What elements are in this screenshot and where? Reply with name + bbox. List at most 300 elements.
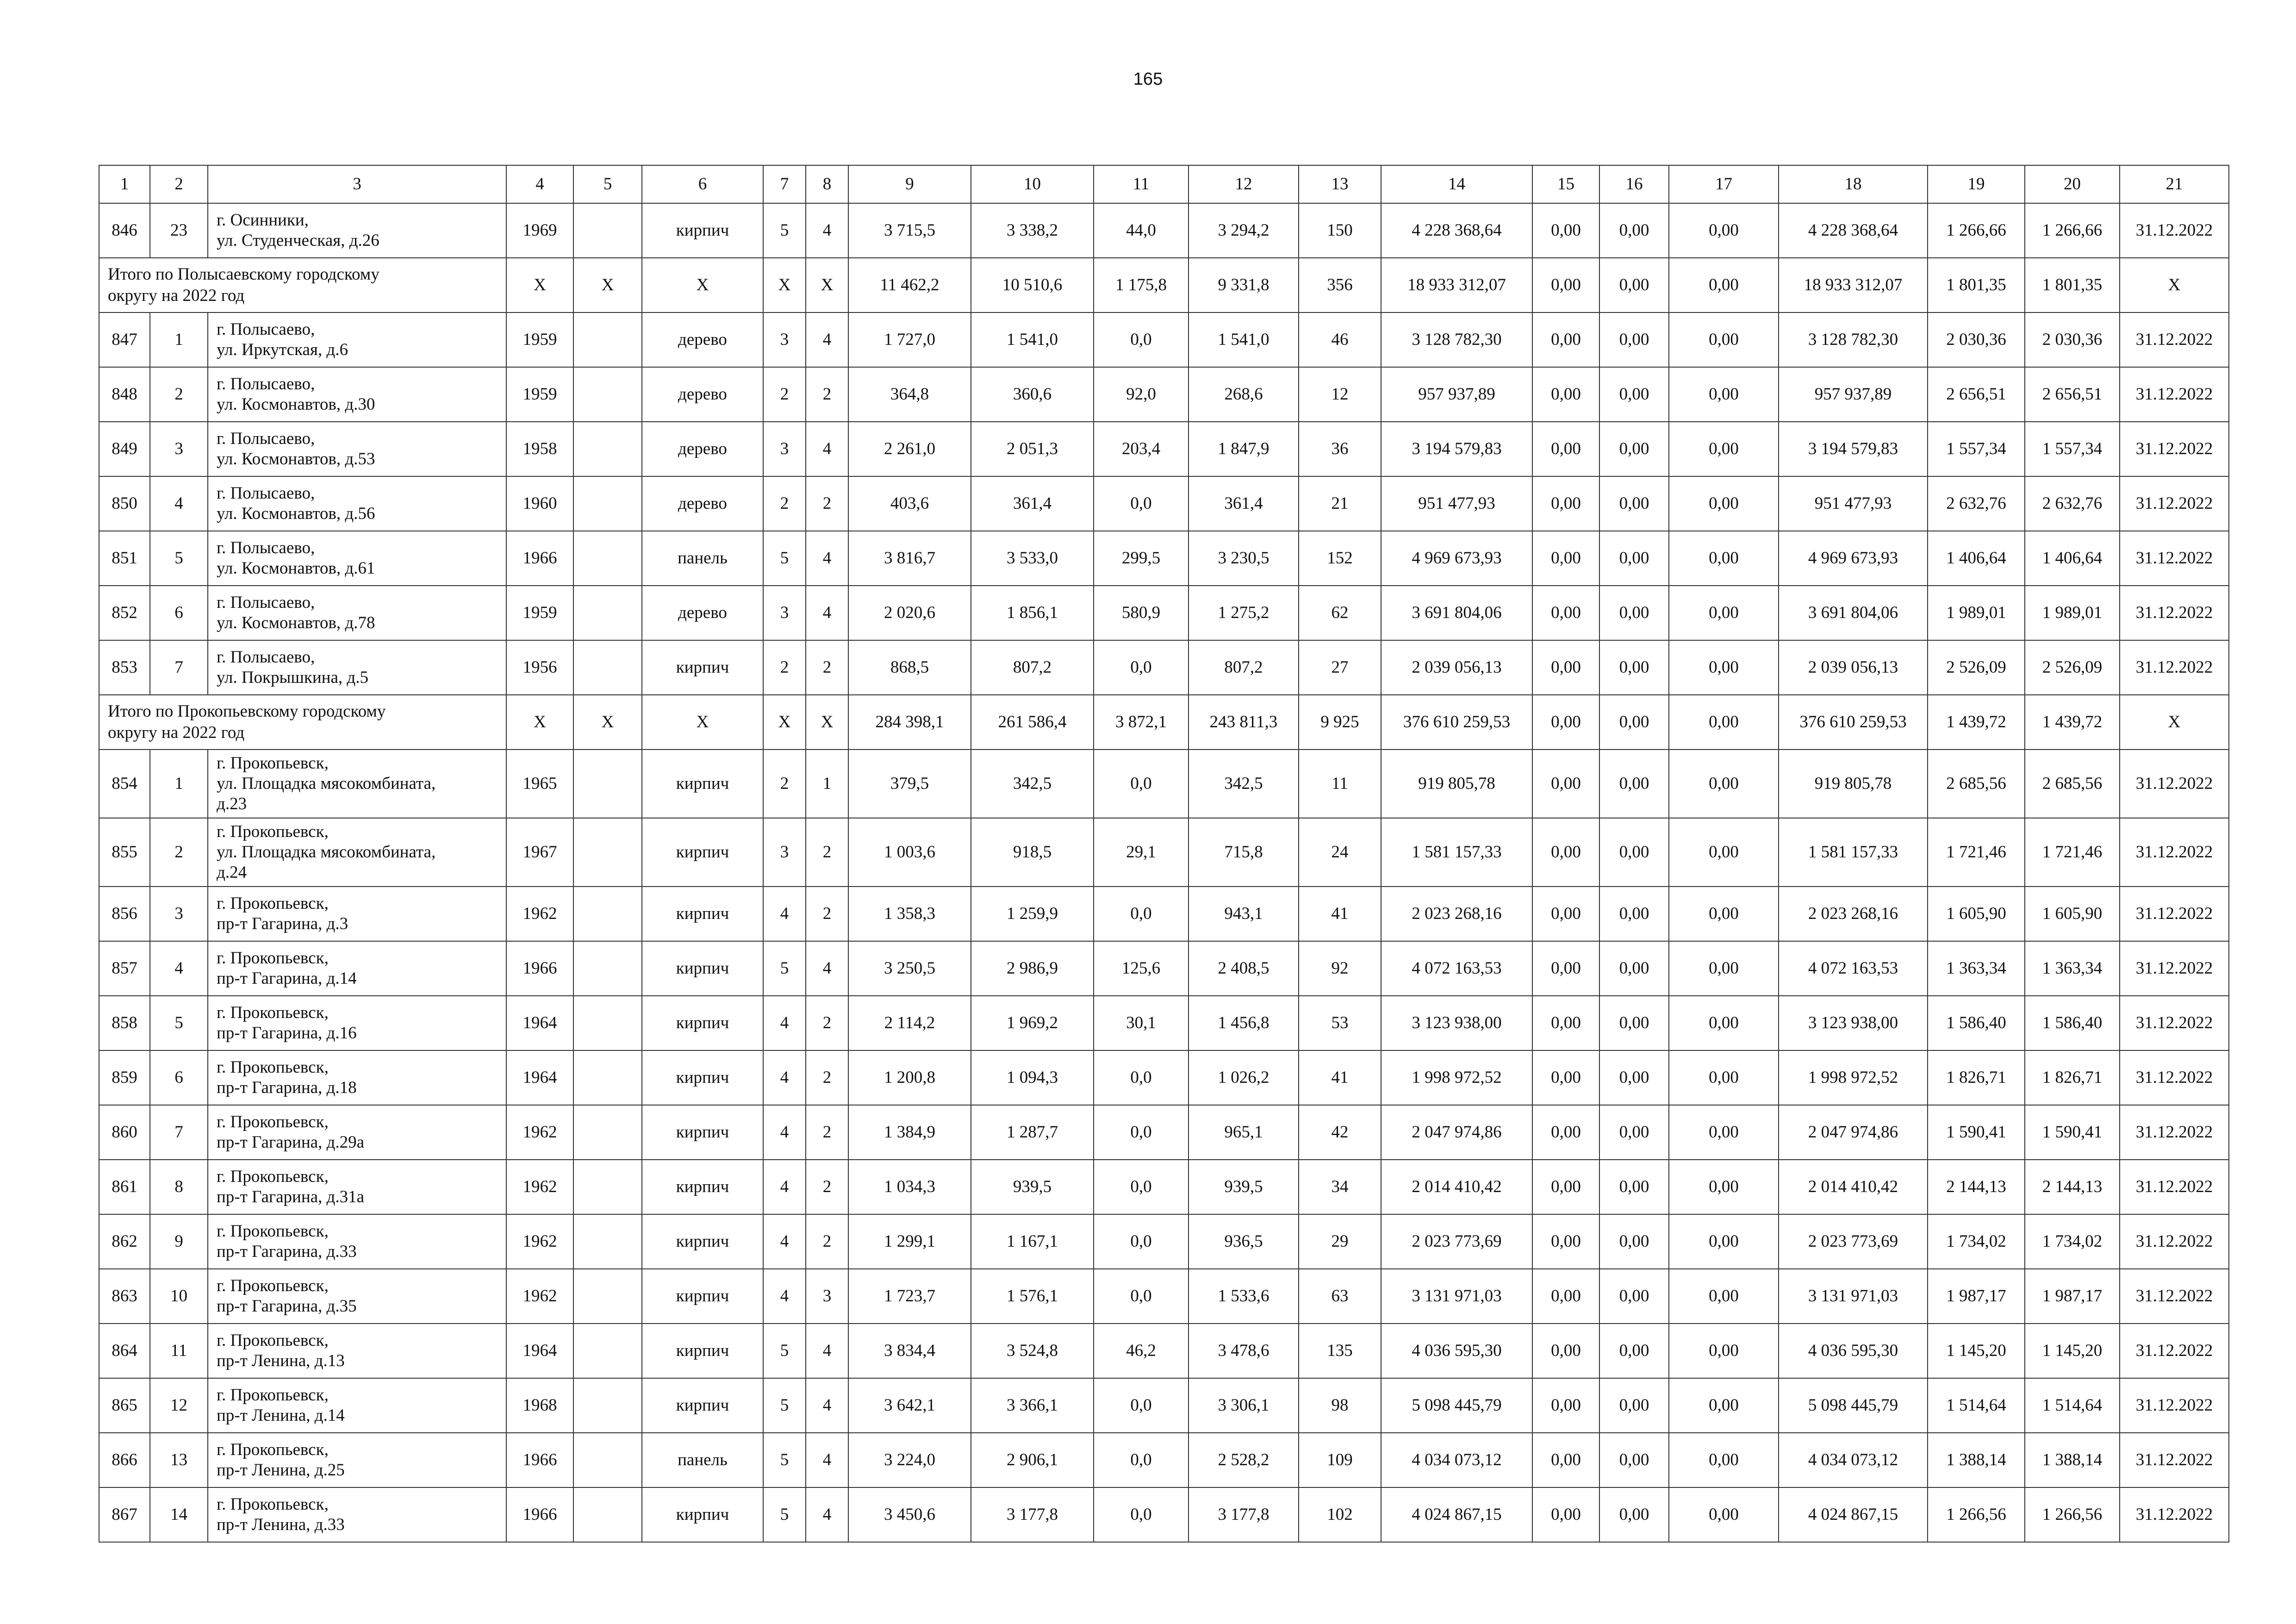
address-cell [208, 996, 506, 1050]
material-cell: кирпич [642, 1487, 763, 1542]
cell-line: Итого по Прокопьевскому городскому [108, 702, 386, 721]
table-row [99, 1269, 2229, 1324]
col17-cell: 0,00 [1669, 1433, 1779, 1487]
column-number: 18 [1779, 165, 1928, 203]
year-cell: 1956 [506, 640, 573, 695]
cell-line: округу на 2022 год [108, 723, 245, 742]
col17-cell: 0,00 [1669, 640, 1779, 695]
col17-cell: 0,00 [1669, 887, 1779, 941]
cell-line: г. Полысаево, [217, 429, 315, 448]
cell-line: д.24 [217, 863, 247, 882]
col17-cell: 0,00 [1669, 750, 1779, 818]
col12-cell: 243 811,3 [1188, 695, 1299, 750]
cell-line: ул. Космонавтов, д.78 [217, 613, 375, 632]
year-cell: X [506, 695, 573, 750]
col11-cell: 0,0 [1094, 640, 1188, 695]
col13-cell: 9 925 [1299, 695, 1381, 750]
col18-cell: 5 098 445,79 [1779, 1378, 1928, 1433]
row-number: 866 [99, 1433, 150, 1487]
col11-cell: 0,0 [1094, 1378, 1188, 1433]
cell-line: г. Прокопьевск, [217, 1222, 329, 1241]
col21-cell: 31.12.2022 [2120, 1214, 2229, 1269]
col11-cell: 0,0 [1094, 1160, 1188, 1214]
row-number: 852 [99, 586, 150, 640]
year-cell: 1968 [506, 1378, 573, 1433]
col9-cell: 3 642,1 [848, 1378, 971, 1433]
column-number: 9 [848, 165, 971, 203]
col5-cell [573, 750, 642, 818]
col9-cell: 1 384,9 [848, 1105, 971, 1160]
col20-cell: 1 363,34 [2025, 941, 2120, 996]
col18-cell: 1 998 972,52 [1779, 1050, 1928, 1105]
col5-cell [573, 422, 642, 476]
col21-cell: 31.12.2022 [2120, 1324, 2229, 1378]
col15-cell: 0,00 [1532, 1214, 1599, 1269]
col21-cell: 31.12.2022 [2120, 1050, 2229, 1105]
col17-cell: 0,00 [1669, 996, 1779, 1050]
cell-line: Итого по Полысаевскому городскому [108, 265, 380, 284]
year-cell: 1966 [506, 1487, 573, 1542]
col10-cell: 261 586,4 [971, 695, 1094, 750]
col14-cell: 3 691 804,06 [1381, 586, 1532, 640]
col21-cell: 31.12.2022 [2120, 203, 2229, 258]
col21-cell: 31.12.2022 [2120, 531, 2229, 586]
column-number: 21 [2120, 165, 2229, 203]
col10-cell: 1 856,1 [971, 586, 1094, 640]
row-number: 858 [99, 996, 150, 1050]
col14-cell: 5 098 445,79 [1381, 1378, 1532, 1433]
year-cell: X [506, 258, 573, 312]
year-cell: 1962 [506, 1105, 573, 1160]
address-cell [208, 367, 506, 422]
col5-cell [573, 1433, 642, 1487]
col10-cell: 342,5 [971, 750, 1094, 818]
table-row [99, 367, 2229, 422]
col17-cell: 0,00 [1669, 476, 1779, 531]
col20-cell: 2 656,51 [2025, 367, 2120, 422]
floors-cell: 4 [763, 1269, 806, 1324]
table-row [99, 750, 2229, 818]
col16-cell: 0,00 [1599, 1378, 1669, 1433]
col9-cell: 403,6 [848, 476, 971, 531]
col14-cell: 951 477,93 [1381, 476, 1532, 531]
col13-cell: 42 [1299, 1105, 1381, 1160]
col21-cell: 31.12.2022 [2120, 1487, 2229, 1542]
col5-cell [573, 1378, 642, 1433]
col16-cell: 0,00 [1599, 887, 1669, 941]
col21-cell: 31.12.2022 [2120, 1433, 2229, 1487]
address-cell [208, 476, 506, 531]
col20-cell: 1 989,01 [2025, 586, 2120, 640]
col11-cell: 44,0 [1094, 203, 1188, 258]
col19-cell: 1 388,14 [1928, 1433, 2025, 1487]
col13-cell: 41 [1299, 1050, 1381, 1105]
col14-cell: 2 039 056,13 [1381, 640, 1532, 695]
col16-cell: 0,00 [1599, 640, 1669, 695]
housing-registry-table [99, 165, 2229, 1543]
col16-cell: 0,00 [1599, 1487, 1669, 1542]
floors-cell: 3 [763, 586, 806, 640]
local-number: 13 [150, 1433, 208, 1487]
col14-cell: 4 969 673,93 [1381, 531, 1532, 586]
col10-cell: 3 177,8 [971, 1487, 1094, 1542]
column-number: 15 [1532, 165, 1599, 203]
col20-cell: 1 826,71 [2025, 1050, 2120, 1105]
col16-cell: 0,00 [1599, 1433, 1669, 1487]
col14-cell: 1 581 157,33 [1381, 818, 1532, 887]
col13-cell: 29 [1299, 1214, 1381, 1269]
floors-cell: 2 [763, 476, 806, 531]
column-number: 5 [573, 165, 642, 203]
cell-line: ул. Студенческая, д.26 [217, 231, 380, 250]
local-number: 9 [150, 1214, 208, 1269]
local-number: 2 [150, 367, 208, 422]
material-cell: X [642, 695, 763, 750]
year-cell: 1969 [506, 203, 573, 258]
col5-cell [573, 1324, 642, 1378]
cell-line: г. Прокопьевск, [217, 1495, 329, 1514]
col13-cell: 46 [1299, 312, 1381, 367]
col14-cell: 4 034 073,12 [1381, 1433, 1532, 1487]
col19-cell: 1 363,34 [1928, 941, 2025, 996]
col12-cell: 965,1 [1188, 1105, 1299, 1160]
col17-cell: 0,00 [1669, 1324, 1779, 1378]
col20-cell: 2 030,36 [2025, 312, 2120, 367]
col5-cell [573, 1160, 642, 1214]
col11-cell: 0,0 [1094, 1487, 1188, 1542]
col9-cell: 1 034,3 [848, 1160, 971, 1214]
col14-cell: 3 131 971,03 [1381, 1269, 1532, 1324]
col5-cell [573, 1050, 642, 1105]
col16-cell: 0,00 [1599, 586, 1669, 640]
entrances-cell: 2 [806, 476, 848, 531]
col17-cell: 0,00 [1669, 586, 1779, 640]
col21-cell: 31.12.2022 [2120, 367, 2229, 422]
col14-cell: 2 023 268,16 [1381, 887, 1532, 941]
col19-cell: 1 266,56 [1928, 1487, 2025, 1542]
entrances-cell: 2 [806, 1214, 848, 1269]
year-cell: 1959 [506, 367, 573, 422]
table-row [99, 941, 2229, 996]
local-number: 23 [150, 203, 208, 258]
col11-cell: 0,0 [1094, 1269, 1188, 1324]
col12-cell: 2 408,5 [1188, 941, 1299, 996]
row-number: 861 [99, 1160, 150, 1214]
table-row [99, 640, 2229, 695]
col11-cell: 0,0 [1094, 476, 1188, 531]
col11-cell: 1 175,8 [1094, 258, 1188, 312]
col18-cell: 1 581 157,33 [1779, 818, 1928, 887]
col9-cell: 2 114,2 [848, 996, 971, 1050]
col16-cell: 0,00 [1599, 312, 1669, 367]
address-cell [208, 1050, 506, 1105]
col13-cell: 109 [1299, 1433, 1381, 1487]
col12-cell: 1 533,6 [1188, 1269, 1299, 1324]
col15-cell: 0,00 [1532, 367, 1599, 422]
col5-cell: X [573, 695, 642, 750]
year-cell: 1964 [506, 1324, 573, 1378]
col10-cell: 3 338,2 [971, 203, 1094, 258]
year-cell: 1966 [506, 531, 573, 586]
table-row [99, 887, 2229, 941]
floors-cell: 4 [763, 1214, 806, 1269]
local-number: 6 [150, 586, 208, 640]
local-number: 4 [150, 476, 208, 531]
cell-line: г. Прокопьевск, [217, 1112, 329, 1131]
col15-cell: 0,00 [1532, 1324, 1599, 1378]
cell-line: г. Прокопьевск, [217, 1058, 329, 1077]
col10-cell: 1 541,0 [971, 312, 1094, 367]
col9-cell: 379,5 [848, 750, 971, 818]
col15-cell: 0,00 [1532, 203, 1599, 258]
col11-cell: 92,0 [1094, 367, 1188, 422]
material-cell: кирпич [642, 1378, 763, 1433]
col20-cell: 2 526,09 [2025, 640, 2120, 695]
col18-cell: 2 014 410,42 [1779, 1160, 1928, 1214]
col9-cell: 284 398,1 [848, 695, 971, 750]
col10-cell: 1 094,3 [971, 1050, 1094, 1105]
col17-cell: 0,00 [1669, 1487, 1779, 1542]
entrances-cell: 4 [806, 1378, 848, 1433]
col13-cell: 11 [1299, 750, 1381, 818]
cell-line: ул. Площадка мясокомбината, [217, 774, 436, 793]
cell-line: округу на 2022 год [108, 286, 245, 305]
col11-cell: 580,9 [1094, 586, 1188, 640]
material-cell: дерево [642, 367, 763, 422]
col17-cell: 0,00 [1669, 1105, 1779, 1160]
floors-cell: 2 [763, 640, 806, 695]
col11-cell: 0,0 [1094, 750, 1188, 818]
col15-cell: 0,00 [1532, 750, 1599, 818]
row-number: 864 [99, 1324, 150, 1378]
page-number: 165 [1133, 69, 1163, 89]
col9-cell: 1 727,0 [848, 312, 971, 367]
col13-cell: 152 [1299, 531, 1381, 586]
col19-cell: 1 406,64 [1928, 531, 2025, 586]
col21-cell: 31.12.2022 [2120, 1160, 2229, 1214]
col11-cell: 0,0 [1094, 887, 1188, 941]
col13-cell: 36 [1299, 422, 1381, 476]
col5-cell: X [573, 258, 642, 312]
col12-cell: 3 177,8 [1188, 1487, 1299, 1542]
col12-cell: 342,5 [1188, 750, 1299, 818]
col10-cell: 10 510,6 [971, 258, 1094, 312]
col20-cell: 1 266,56 [2025, 1487, 2120, 1542]
material-cell: панель [642, 531, 763, 586]
column-number: 16 [1599, 165, 1669, 203]
address-cell [208, 586, 506, 640]
col20-cell: 1 590,41 [2025, 1105, 2120, 1160]
col10-cell: 2 906,1 [971, 1433, 1094, 1487]
cell-line: ул. Покрышкина, д.5 [217, 668, 368, 687]
material-cell: кирпич [642, 1160, 763, 1214]
floors-cell: 5 [763, 941, 806, 996]
col19-cell: 1 145,20 [1928, 1324, 2025, 1378]
col12-cell: 1 026,2 [1188, 1050, 1299, 1105]
col20-cell: 1 586,40 [2025, 996, 2120, 1050]
row-number: 863 [99, 1269, 150, 1324]
col12-cell: 3 306,1 [1188, 1378, 1299, 1433]
subtotal-row [99, 695, 2229, 750]
cell-line: г. Прокопьевск, [217, 822, 329, 841]
material-cell: кирпич [642, 1050, 763, 1105]
material-cell: кирпич [642, 818, 763, 887]
col9-cell: 1 003,6 [848, 818, 971, 887]
col14-cell: 3 194 579,83 [1381, 422, 1532, 476]
col15-cell: 0,00 [1532, 531, 1599, 586]
col18-cell: 951 477,93 [1779, 476, 1928, 531]
col11-cell: 0,0 [1094, 1433, 1188, 1487]
cell-line: пр-т Гагарина, д.16 [217, 1024, 357, 1043]
table-row [99, 996, 2229, 1050]
column-number: 6 [642, 165, 763, 203]
col10-cell: 360,6 [971, 367, 1094, 422]
entrances-cell: 2 [806, 1050, 848, 1105]
col10-cell: 3 366,1 [971, 1378, 1094, 1433]
col18-cell: 2 023 268,16 [1779, 887, 1928, 941]
col18-cell: 4 024 867,15 [1779, 1487, 1928, 1542]
col12-cell: 1 541,0 [1188, 312, 1299, 367]
floors-cell: X [763, 695, 806, 750]
col10-cell: 1 576,1 [971, 1269, 1094, 1324]
col15-cell: 0,00 [1532, 996, 1599, 1050]
table-row [99, 1160, 2229, 1214]
cell-line: г. Прокопьевск, [217, 949, 329, 968]
col11-cell: 30,1 [1094, 996, 1188, 1050]
col10-cell: 1 259,9 [971, 887, 1094, 941]
col21-cell: 31.12.2022 [2120, 312, 2229, 367]
col19-cell: 1 734,02 [1928, 1214, 2025, 1269]
col21-cell: 31.12.2022 [2120, 1378, 2229, 1433]
col19-cell: 1 801,35 [1928, 258, 2025, 312]
col13-cell: 41 [1299, 887, 1381, 941]
col16-cell: 0,00 [1599, 996, 1669, 1050]
entrances-cell: 2 [806, 996, 848, 1050]
year-cell: 1959 [506, 586, 573, 640]
col13-cell: 102 [1299, 1487, 1381, 1542]
table-row [99, 586, 2229, 640]
col12-cell: 715,8 [1188, 818, 1299, 887]
cell-line: г. Прокопьевск, [217, 1003, 329, 1022]
material-cell: дерево [642, 312, 763, 367]
row-number: 859 [99, 1050, 150, 1105]
col10-cell: 3 524,8 [971, 1324, 1094, 1378]
material-cell: кирпич [642, 1214, 763, 1269]
col10-cell: 2 986,9 [971, 941, 1094, 996]
col5-cell [573, 203, 642, 258]
local-number: 4 [150, 941, 208, 996]
col18-cell: 4 072 163,53 [1779, 941, 1928, 996]
col16-cell: 0,00 [1599, 1324, 1669, 1378]
col16-cell: 0,00 [1599, 750, 1669, 818]
col19-cell: 1 266,66 [1928, 203, 2025, 258]
col16-cell: 0,00 [1599, 1214, 1669, 1269]
material-cell: панель [642, 1433, 763, 1487]
row-number: 848 [99, 367, 150, 422]
entrances-cell: 4 [806, 1433, 848, 1487]
address-cell [208, 1160, 506, 1214]
cell-line: ул. Космонавтов, д.61 [217, 559, 375, 578]
material-cell: кирпич [642, 996, 763, 1050]
col18-cell: 957 937,89 [1779, 367, 1928, 422]
col20-cell: 1 388,14 [2025, 1433, 2120, 1487]
cell-line: г. Полысаево, [217, 320, 315, 339]
col10-cell: 1 167,1 [971, 1214, 1094, 1269]
col20-cell: 1 266,66 [2025, 203, 2120, 258]
entrances-cell: 2 [806, 1160, 848, 1214]
column-number: 13 [1299, 165, 1381, 203]
col13-cell: 63 [1299, 1269, 1381, 1324]
col21-cell: 31.12.2022 [2120, 640, 2229, 695]
cell-line: пр-т Ленина, д.13 [217, 1351, 345, 1370]
col18-cell: 3 128 782,30 [1779, 312, 1928, 367]
col10-cell: 3 533,0 [971, 531, 1094, 586]
col9-cell: 1 299,1 [848, 1214, 971, 1269]
floors-cell: 4 [763, 1050, 806, 1105]
col17-cell: 0,00 [1669, 1160, 1779, 1214]
floors-cell: 5 [763, 1378, 806, 1433]
col5-cell [573, 1487, 642, 1542]
col16-cell: 0,00 [1599, 695, 1669, 750]
entrances-cell: 4 [806, 941, 848, 996]
column-number: 8 [806, 165, 848, 203]
entrances-cell: 4 [806, 586, 848, 640]
floors-cell: 2 [763, 750, 806, 818]
col18-cell: 919 805,78 [1779, 750, 1928, 818]
col15-cell: 0,00 [1532, 640, 1599, 695]
table-row [99, 1105, 2229, 1160]
col17-cell: 0,00 [1669, 1214, 1779, 1269]
floors-cell: 4 [763, 887, 806, 941]
cell-line: г. Полысаево, [217, 648, 315, 667]
col21-cell: 31.12.2022 [2120, 422, 2229, 476]
col5-cell [573, 476, 642, 531]
col13-cell: 34 [1299, 1160, 1381, 1214]
col12-cell: 3 230,5 [1188, 531, 1299, 586]
address-cell [208, 941, 506, 996]
cell-line: г. Прокопьевск, [217, 1331, 329, 1350]
col5-cell [573, 996, 642, 1050]
row-number: 846 [99, 203, 150, 258]
cell-line: пр-т Гагарина, д.29а [217, 1133, 365, 1152]
column-number: 19 [1928, 165, 2025, 203]
col9-cell: 3 224,0 [848, 1433, 971, 1487]
local-number: 7 [150, 1105, 208, 1160]
row-number: 857 [99, 941, 150, 996]
row-number: 849 [99, 422, 150, 476]
col16-cell: 0,00 [1599, 941, 1669, 996]
col20-cell: 1 145,20 [2025, 1324, 2120, 1378]
col20-cell: 1 721,46 [2025, 818, 2120, 887]
col19-cell: 2 656,51 [1928, 367, 2025, 422]
floors-cell: X [763, 258, 806, 312]
entrances-cell: 4 [806, 422, 848, 476]
address-cell [208, 887, 506, 941]
cell-line: ул. Площадка мясокомбината, [217, 843, 436, 862]
col20-cell: 1 439,72 [2025, 695, 2120, 750]
table-row [99, 422, 2229, 476]
floors-cell: 5 [763, 531, 806, 586]
col17-cell: 0,00 [1669, 422, 1779, 476]
col14-cell: 376 610 259,53 [1381, 695, 1532, 750]
col16-cell: 0,00 [1599, 367, 1669, 422]
col21-cell: X [2120, 695, 2229, 750]
col9-cell: 1 723,7 [848, 1269, 971, 1324]
cell-line: пр-т Ленина, д.14 [217, 1406, 345, 1425]
local-number: 5 [150, 996, 208, 1050]
col15-cell: 0,00 [1532, 476, 1599, 531]
col21-cell: 31.12.2022 [2120, 887, 2229, 941]
